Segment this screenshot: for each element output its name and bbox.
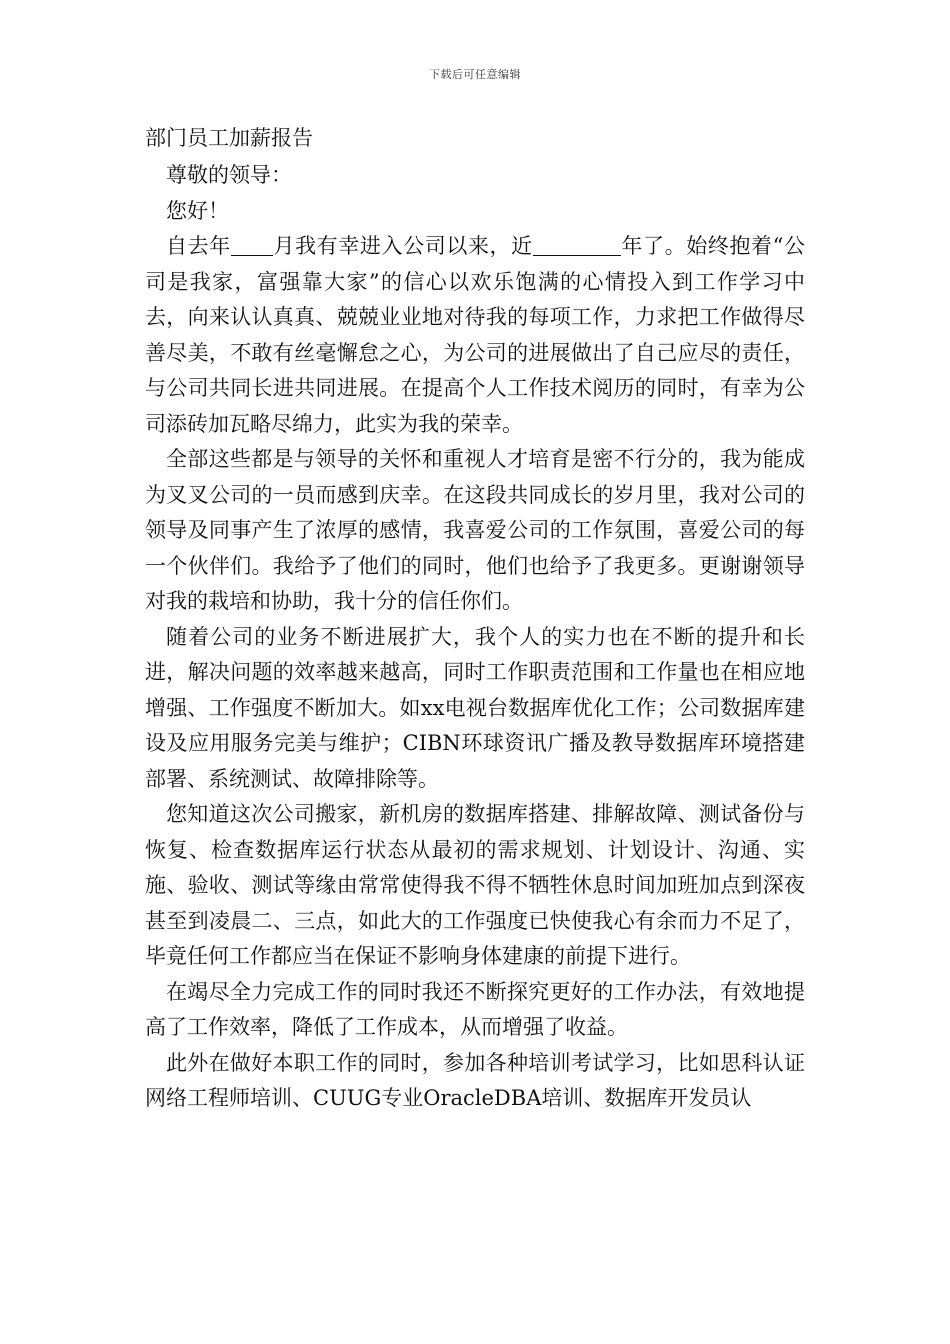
paragraph-4: 您知道这次公司搬家，新机房的数据库搭建、排解故障、测试备份与恢复、检查数据库运行状态从最初的需求规划、计划设计、沟通、实施、验收、测试等缘由常常使得我不得不牺牲休息时间加班加点到深夜甚至到凌晨二、三点，如此大的工作强度已快使我心有余而力不足了，毕竟任何工作都应当在保证不影响身体建康的前提下进行。 <box>145 802 805 968</box>
paragraph-1-part-1: 自去年 <box>166 234 231 258</box>
paragraph-3: 随着公司的业务不断进展扩大，我个人的实力也在不断的提升和长进，解决问题的效率越来越高，同时工作职责范围和工作量也在相应地增强、工作强度不断加大。如xx电视台数据库优化工作；公司数据库建设及应用服务完美与维护；CIBN环球资讯广播及教导数据库环境搭建部署、系统测试、故障排除等。 <box>145 624 805 791</box>
paragraph-1-part-2: 月我有幸进入公司以来，近 <box>272 234 533 258</box>
paragraph-2: 全部这些都是与领导的关怀和重视人才培育是密不行分的，我为能成为叉叉公司的一员而感到庆幸。在这段共同成长的岁月里，我对公司的领导及同事产生了浓厚的感情，我喜爱公司的工作氛围，喜爱公司的每一个伙伴们。我给予了他们的同时，他们也给予了我更多。更谢谢领导对我的栽培和协助，我十分的信任你们。 <box>145 447 805 613</box>
fill-in-blank-month <box>231 231 273 256</box>
page-header-note: 下载后可任意编辑 <box>429 68 521 81</box>
paragraph-1-part-3: 年了。始终抱着“公司是我家，富强靠大家”的信心以欢乐饱满的心情投入到工作学习中去，向来认认真真、兢兢业业地对待我的每项工作，力求把工作做得尽善尽美，不敢有丝毫懈怠之心，为公司的进展做出了自己应尽的责任，与公司共同长进共同进展。在提高个人工作技术阅历的同时，有幸为公司添砖加瓦略尽绵力，此实为我的荣幸。 <box>145 234 806 436</box>
document-title: 部门员工加薪报告 <box>145 126 313 150</box>
document-body <box>145 120 805 1117</box>
greeting: 您好！ <box>166 199 229 223</box>
salutation: 尊敬的领导： <box>166 163 292 187</box>
paragraph-1 <box>145 229 805 442</box>
paragraph-6: 此外在做好本职工作的同时，参加各种培训考试学习，比如思科认证网络工程师培训、CUUG专业OracleDBA培训、数据库开发员认 <box>145 1050 805 1110</box>
paragraph-5: 在竭尽全力完成工作的同时我还不断探究更好的工作办法，有效地提高了工作效率，降低了工作成本，从而增强了收益。 <box>145 979 805 1039</box>
fill-in-blank-years <box>533 231 621 256</box>
